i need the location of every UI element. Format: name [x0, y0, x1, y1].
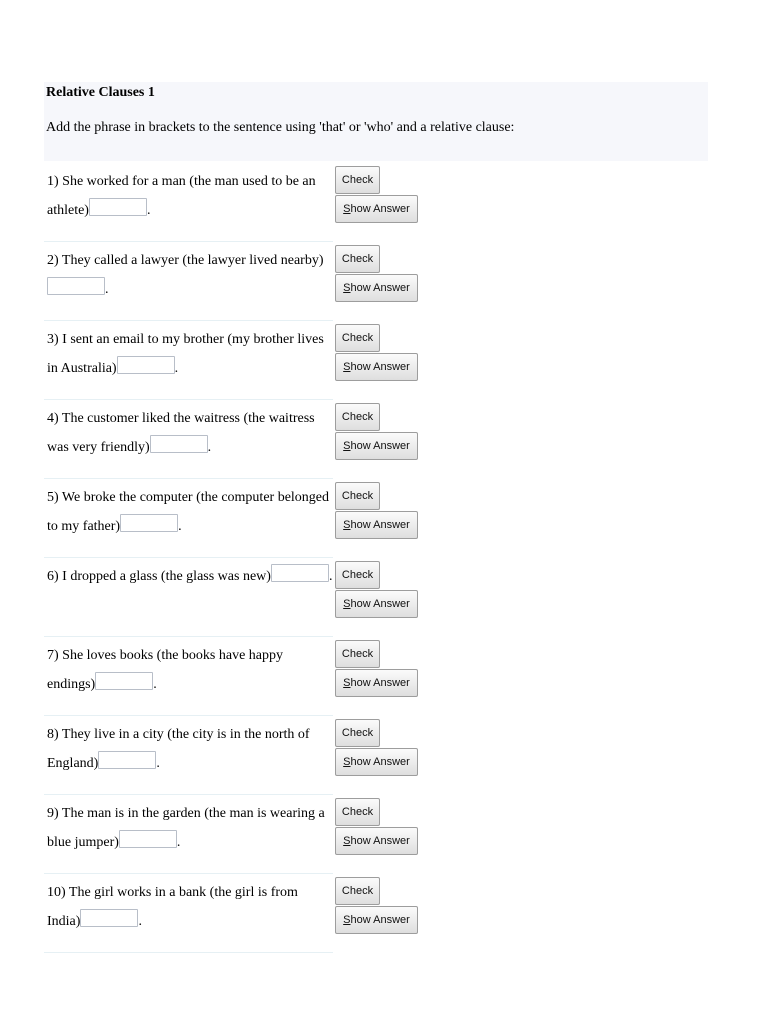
- sentence-end-period: .: [328, 569, 333, 584]
- check-button[interactable]: Check: [335, 561, 380, 589]
- answer-input[interactable]: [47, 277, 105, 295]
- question-text: [47, 246, 333, 304]
- show-answer-button[interactable]: [335, 195, 418, 223]
- answer-input[interactable]: [120, 514, 178, 532]
- question-item: [44, 637, 424, 716]
- show-answer-accesskey: S: [343, 519, 351, 531]
- show-answer-button[interactable]: [335, 353, 418, 381]
- sentence-end-period: .: [174, 361, 179, 376]
- question-item: [44, 874, 424, 953]
- question-item: [44, 795, 424, 874]
- answer-input[interactable]: [89, 198, 147, 216]
- show-answer-label: how Answer: [350, 519, 410, 531]
- question-prompt: 8) They live in a city (the city is in the north of England): [47, 727, 310, 771]
- show-answer-button[interactable]: [335, 827, 418, 855]
- question-text: [47, 641, 333, 699]
- check-button[interactable]: Check: [335, 877, 380, 905]
- sentence-end-period: .: [207, 440, 212, 455]
- show-answer-accesskey: S: [343, 835, 351, 847]
- show-answer-label: how Answer: [350, 914, 410, 926]
- question-prompt: 3) I sent an email to my brother (my brother lives in Australia): [47, 332, 324, 376]
- question-prompt: 6) I dropped a glass (the glass was new): [47, 569, 271, 584]
- question-item: [44, 716, 424, 795]
- exercise-header: [44, 82, 708, 161]
- answer-input[interactable]: [117, 356, 175, 374]
- sentence-end-period: .: [146, 203, 151, 218]
- show-answer-accesskey: S: [343, 914, 351, 926]
- sentence-end-period: .: [153, 677, 157, 692]
- show-answer-accesskey: S: [343, 203, 351, 215]
- question-text: [47, 562, 333, 591]
- show-answer-button[interactable]: [335, 274, 418, 302]
- check-button[interactable]: Check: [335, 798, 380, 826]
- show-answer-accesskey: S: [343, 677, 351, 689]
- show-answer-button[interactable]: [335, 511, 418, 539]
- question-item: [44, 321, 424, 400]
- sentence-end-period: .: [176, 835, 181, 850]
- answer-input[interactable]: [119, 830, 177, 848]
- question-text: [47, 325, 333, 383]
- show-answer-button[interactable]: [335, 669, 418, 697]
- answer-input[interactable]: [271, 564, 329, 582]
- show-answer-button[interactable]: [335, 590, 418, 618]
- question-prompt: 1) She worked for a man (the man used to be an athlete): [47, 174, 316, 218]
- instructions: Add the phrase in brackets to the sentence using 'that' or 'who' and a relative clause:: [46, 120, 515, 135]
- show-answer-button[interactable]: [335, 748, 418, 776]
- question-text: [47, 720, 333, 778]
- question-text: [47, 799, 333, 857]
- question-text: [47, 404, 333, 462]
- question-prompt: 7) She loves books (the books have happy endings): [47, 648, 284, 692]
- question-item: [44, 400, 424, 479]
- answer-input[interactable]: [95, 672, 153, 690]
- question-divider: [44, 952, 333, 953]
- show-answer-accesskey: S: [343, 282, 351, 294]
- question-list: [44, 163, 424, 953]
- show-answer-button[interactable]: [335, 432, 418, 460]
- answer-input[interactable]: [98, 751, 156, 769]
- answer-input[interactable]: [150, 435, 208, 453]
- question-item: [44, 163, 424, 242]
- question-text: [47, 167, 333, 225]
- page-title: Relative Clauses 1: [46, 85, 155, 100]
- check-button[interactable]: Check: [335, 245, 380, 273]
- question-text: [47, 878, 333, 936]
- question-prompt: 5) We broke the computer (the computer belonged to my father): [47, 490, 330, 534]
- show-answer-label: how Answer: [350, 361, 410, 373]
- show-answer-accesskey: S: [343, 756, 351, 768]
- check-button[interactable]: Check: [335, 403, 380, 431]
- sentence-end-period: .: [156, 756, 160, 771]
- question-prompt: 4) The customer liked the waitress (the waitress was very friendly): [47, 411, 315, 455]
- sentence-end-period: .: [138, 914, 142, 929]
- show-answer-accesskey: S: [343, 440, 351, 452]
- answer-input[interactable]: [80, 909, 138, 927]
- check-button[interactable]: Check: [335, 166, 380, 194]
- show-answer-button[interactable]: [335, 906, 418, 934]
- show-answer-accesskey: S: [343, 598, 351, 610]
- show-answer-accesskey: S: [343, 361, 351, 373]
- question-text: [47, 483, 333, 541]
- question-item: [44, 479, 424, 558]
- show-answer-label: how Answer: [350, 677, 410, 689]
- sentence-end-period: .: [178, 519, 182, 534]
- check-button[interactable]: Check: [335, 719, 380, 747]
- show-answer-label: how Answer: [350, 756, 410, 768]
- show-answer-label: how Answer: [350, 440, 410, 452]
- question-prompt: 2) They called a lawyer (the lawyer lived nearby): [47, 253, 324, 268]
- check-button[interactable]: Check: [335, 640, 380, 668]
- check-button[interactable]: Check: [335, 324, 380, 352]
- sentence-end-period: .: [105, 282, 109, 297]
- question-item: [44, 242, 424, 321]
- question-prompt: 9) The man is in the garden (the man is wearing a blue jumper): [47, 806, 325, 850]
- question-prompt: 10) The girl works in a bank (the girl is from India): [47, 885, 298, 929]
- question-item: [44, 558, 424, 637]
- check-button[interactable]: Check: [335, 482, 380, 510]
- show-answer-label: how Answer: [350, 835, 410, 847]
- show-answer-label: how Answer: [350, 203, 410, 215]
- show-answer-label: how Answer: [350, 598, 410, 610]
- show-answer-label: how Answer: [350, 282, 410, 294]
